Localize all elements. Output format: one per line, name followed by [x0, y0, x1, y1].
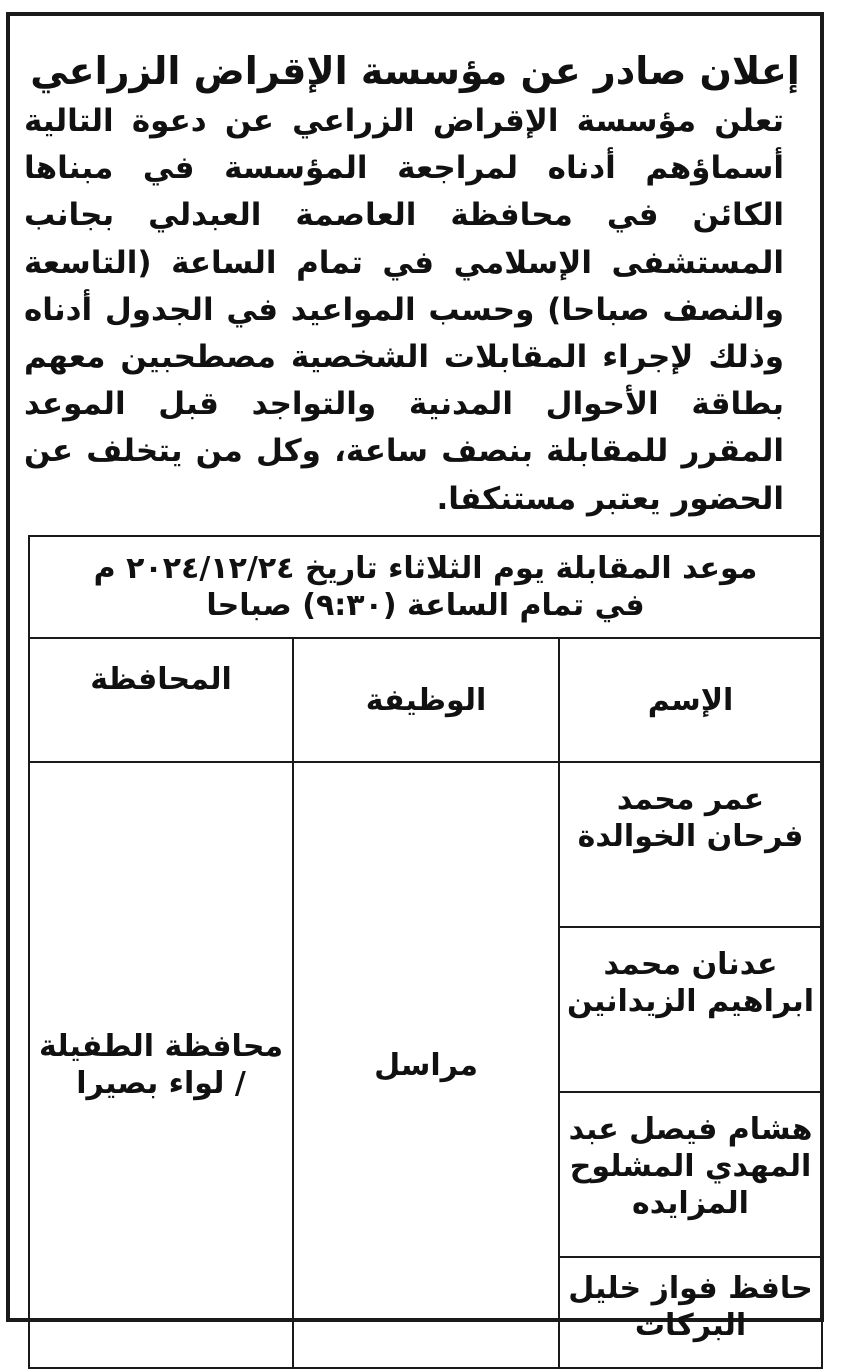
announcement-frame	[6, 12, 824, 1343]
announcement-body: تعلن مؤسسة الإقراض الزراعي عن دعوة التالية أسماؤهم أدناه لمراجعة المؤسسة في مبناها الكائن في محافظة العاصمة العبدلي بجانب المستشفى الإسلامي في تمام الساعة (التاسعة والنصف صباحا) وحسب المواعيد في الجدول أدناه وذلك لإجراء المقابلات الشخصية مصطحبين معهم بطاقة الأحوال المدنية والتواجد قبل الموعد المقرر للمقابلة بنصف ساعة، وكل من يتخلف عن الحضور يعتبر مستنكفا.	[24, 103, 784, 517]
candidate-name: عمر محمد فرحان الخوالدة	[559, 762, 822, 927]
interview-date-line-1: موعد المقابلة يوم الثلاثاء تاريخ ٢٠٢٤/١٢/٢٤ م	[93, 551, 758, 586]
candidate-name: عدنان محمد ابراهيم الزيدانين	[559, 927, 822, 1092]
schedule-header-row	[29, 638, 822, 762]
candidate-name: حافظ فواز خليل البركات	[559, 1257, 822, 1368]
interview-date-line-2: في تمام الساعة (٩:٣٠) صباحا	[206, 588, 645, 623]
announcement-headline: إعلان صادر عن مؤسسة الإقراض الزراعي	[30, 49, 800, 93]
table-row	[29, 762, 822, 927]
schedule-date-row	[29, 536, 822, 638]
interview-schedule-table	[28, 535, 823, 1369]
interview-date-cell	[29, 536, 822, 638]
column-header-job: الوظيفة	[293, 638, 559, 762]
job-title-cell: مراسل	[293, 762, 559, 1368]
column-header-name: الإسم	[559, 638, 822, 762]
column-header-governorate: المحافظة	[29, 638, 293, 762]
governorate-cell: محافظة الطفيلة / لواء بصيرا	[29, 762, 293, 1368]
candidate-name: هشام فيصل عبد المهدي المشلوح المزايده	[559, 1092, 822, 1257]
